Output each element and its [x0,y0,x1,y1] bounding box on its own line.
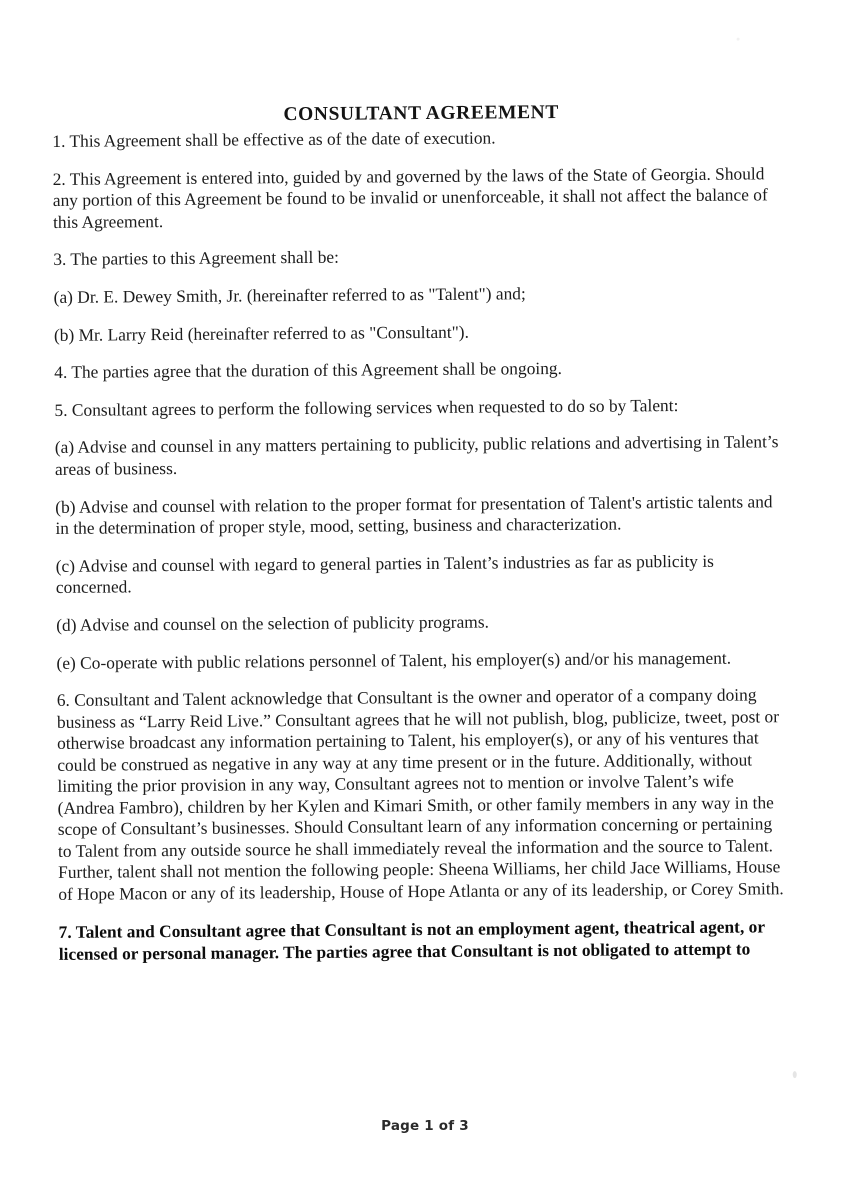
scan-artifact-speck [737,38,740,41]
clause-paragraph-5d: (d) Advise and counsel on the selection of publicity programs. [56,611,489,635]
clause-paragraph-1: 1. This Agreement shall be effective as of the date of execution. [52,127,496,151]
clause-paragraph-5c: (c) Advise and counsel with ıegard to general parties in Talent’s industries as far as publicity is concerned. [55,550,714,598]
clause-paragraph-5e: (e) Co-operate with public relations personnel of Talent, his employer(s) and/or his management. [56,647,732,673]
clause-paragraph-5b: (b) Advise and counsel with relation to the proper format for presentation of Talent's artistic talents and in the determination of proper style, mood, setting, business and characterization. [55,490,773,539]
clause-paragraph-3a: (a) Dr. E. Dewey Smith, Jr. (hereinafter referred to as "Talent") and; [53,283,526,307]
clause-paragraph-6: 6. Consultant and Talent acknowledge that Consultant is the owner and operator of a company doing business as “Larry Reid Live.” Consultant agrees that he will not publish, blog, publicize, tweet, post or otherwise broadcast any information pertaining to Talent, his employer(s), or any of his ventures that could be construed as negative in any way at any time present or in the future. Additionally, without limiting the prior provision in any way, Consultant agrees not to mention or involve Talent’s wife (Andrea Fambro), children by her Kylen and Kimari Smith, or other family members in any way in the scope of Consultant’s businesses. Should Consultant learn of any information concerning or pertaining to Talent from any outside source he shall immediately reveal the information and the source to Talent. Further, talent shall not mention the following people: Sheena Williams, her child Jace Williams, House of Hope Macon or any of its leadership, House of Hope Atlanta or any of its leadership, or Corey Smith. [56,684,784,904]
clause-paragraph-7: 7. Talent and Consultant agree that Consultant is not an employment agent, theatrical agent, or licensed or personal manager. The parties agree that Consultant is not obligated to attempt to [58,916,765,964]
page-title: CONSULTANT AGREEMENT [283,102,560,126]
clause-paragraph-3b: (b) Mr. Larry Reid (hereinafter referred to as "Consultant"). [53,321,469,345]
clause-paragraph-5: 5. Consultant agrees to perform the following services when requested to do so by Talent: [54,394,679,420]
clause-paragraph-2: 2. This Agreement is entered into, guided by and governed by the laws of the State of Georgia. Should any portion of this Agreement be found to be invalid or unenforceable, it shall not affect the balance of this Agreement. [52,162,768,232]
clause-paragraph-4: 4. The parties agree that the duration of this Agreement shall be ongoing. [54,358,562,383]
clause-paragraph-3: 3. The parties to this Agreement shall be: [53,247,339,270]
scan-artifact-speck [793,1071,797,1078]
document-body [52,125,789,981]
clause-paragraph-5a: (a) Advise and counsel in any matters pertaining to publicity, public relations and advertising in Talent’s areas of business. [54,431,779,479]
page-footer: Page 1 of 3 [381,1118,469,1134]
